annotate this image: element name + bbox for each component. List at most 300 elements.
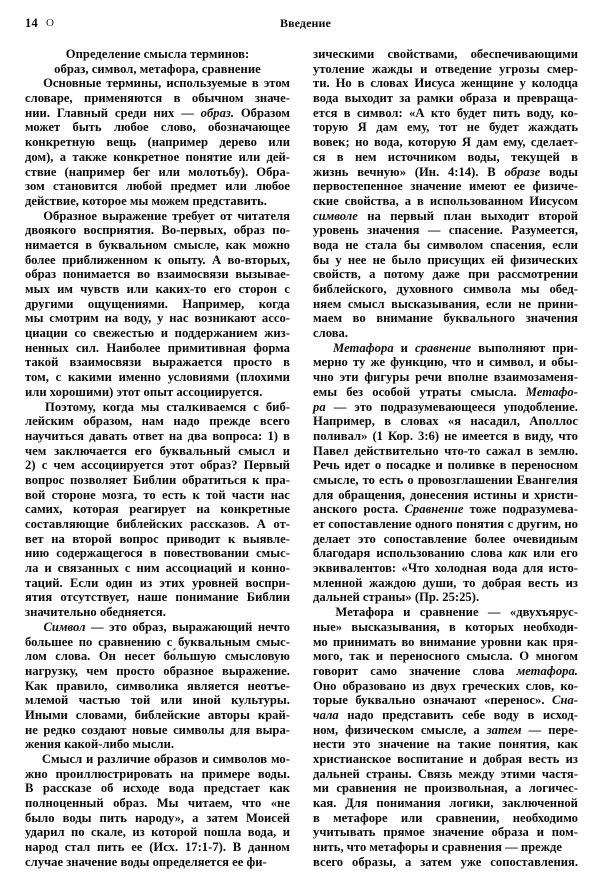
word: сталкиваемся xyxy=(166,399,247,414)
word: обед- xyxy=(549,282,578,296)
word: вполне xyxy=(447,370,488,385)
word: циации xyxy=(25,326,68,341)
word: буквальным xyxy=(178,634,251,649)
word: реагирует xyxy=(129,502,186,517)
word: два xyxy=(187,428,208,443)
text-line xyxy=(313,370,578,385)
word: кто xyxy=(430,105,451,120)
word: учитывать xyxy=(313,825,376,840)
text-line xyxy=(313,165,578,180)
word: ее xyxy=(131,840,143,855)
word: физическом xyxy=(345,722,414,737)
word: как xyxy=(269,781,290,796)
word: пить xyxy=(96,840,125,855)
text-line xyxy=(313,532,578,547)
word: емы xyxy=(313,384,338,399)
word: произвольная, xyxy=(424,781,508,796)
word: нести xyxy=(313,737,346,752)
word: это xyxy=(354,399,373,414)
word: пря- xyxy=(552,634,578,649)
word: Символ xyxy=(43,619,86,634)
word: образ. xyxy=(200,105,234,120)
text-line xyxy=(313,282,578,297)
word: идет xyxy=(344,458,370,473)
word: воду, xyxy=(526,105,554,120)
word: таций. xyxy=(25,575,63,590)
word: Он xyxy=(98,649,116,664)
word: рассказе xyxy=(42,781,92,796)
text-line xyxy=(25,444,290,459)
text-line xyxy=(313,267,578,282)
word: и xyxy=(428,840,439,855)
word: и xyxy=(476,355,484,370)
word: можем xyxy=(148,193,190,208)
word: которую xyxy=(408,135,457,150)
word: пить xyxy=(99,810,127,825)
word: но xyxy=(355,135,369,150)
word: выполняют xyxy=(478,340,546,355)
word: надо xyxy=(347,707,374,722)
word: в xyxy=(571,149,578,164)
word: действие, xyxy=(25,193,79,208)
word: значение xyxy=(410,179,462,194)
word: молотьбу). xyxy=(188,164,249,179)
word: в xyxy=(173,91,181,106)
word: Образное xyxy=(43,208,97,223)
word: такие xyxy=(458,737,491,752)
word: было xyxy=(25,810,55,825)
word: обычном xyxy=(191,91,244,106)
word: уподобление. xyxy=(503,399,578,414)
word: действительно xyxy=(354,443,439,458)
word: понятия, xyxy=(498,737,550,752)
word: случае xyxy=(25,854,64,869)
text-line xyxy=(25,473,290,488)
text-line xyxy=(25,209,290,224)
word: можно xyxy=(252,237,290,252)
word: с xyxy=(124,561,131,576)
word: первый xyxy=(390,208,435,223)
word: буквального xyxy=(443,311,516,326)
text-line xyxy=(313,91,578,106)
word: на xyxy=(196,502,210,517)
word: греческих xyxy=(462,678,520,693)
word: ла xyxy=(25,561,39,576)
text-line xyxy=(25,223,290,238)
word: Сна- xyxy=(552,693,578,708)
word: присущих xyxy=(427,252,485,267)
word: ко- xyxy=(560,105,578,120)
text-line xyxy=(313,811,578,826)
word: ассоциируется xyxy=(80,458,164,473)
word: вода xyxy=(313,237,339,252)
text-line xyxy=(313,546,578,561)
word: пере- xyxy=(548,722,578,737)
text-line xyxy=(313,693,578,708)
word: 1) xyxy=(267,428,278,443)
word: бы xyxy=(403,237,421,252)
word: его xyxy=(134,443,152,458)
word: или xyxy=(225,179,247,194)
text-line xyxy=(313,223,578,238)
word: Разумеется, xyxy=(511,223,578,238)
word: в xyxy=(85,237,93,252)
word: библейские xyxy=(134,707,200,722)
word: мо xyxy=(313,634,328,649)
text-line xyxy=(25,502,290,517)
word: со xyxy=(74,326,87,341)
word: символика xyxy=(116,678,179,693)
word: слова xyxy=(470,546,503,561)
text-line xyxy=(313,76,578,91)
word: метафора. xyxy=(516,663,578,678)
word: духовного xyxy=(396,282,454,296)
text-line xyxy=(25,546,290,561)
word: источником xyxy=(387,149,457,164)
word: к xyxy=(228,531,236,546)
word: спасение. xyxy=(448,223,503,238)
word: жаждою xyxy=(369,575,417,590)
word: и xyxy=(503,91,511,106)
word: приводит xyxy=(166,531,221,546)
word: (плохими xyxy=(235,370,290,385)
word: Я xyxy=(357,120,367,135)
word: необходимо xyxy=(512,810,578,825)
paragraph-indent xyxy=(313,605,326,620)
text-line xyxy=(313,517,578,532)
word: имеется xyxy=(461,428,508,443)
word: уровней xyxy=(191,575,239,590)
word: обратиться xyxy=(181,472,247,487)
word: повествовании xyxy=(163,546,250,561)
word: мерно xyxy=(313,355,348,370)
word: исходе xyxy=(122,781,160,796)
word: и xyxy=(400,340,408,355)
word: заключается xyxy=(54,443,127,458)
word: или xyxy=(533,546,555,561)
text-line xyxy=(313,341,578,356)
word: или xyxy=(25,384,47,399)
word: воспри- xyxy=(245,575,290,590)
paragraph-indent xyxy=(25,620,38,635)
word: А xyxy=(256,517,266,532)
word: наше xyxy=(137,590,168,605)
word: давать xyxy=(89,428,128,443)
word: дей- xyxy=(266,149,290,164)
text-line xyxy=(313,297,578,312)
word: неотъе- xyxy=(247,678,290,693)
word: угрозы xyxy=(499,61,540,76)
word: ему, xyxy=(406,120,430,135)
word: двух xyxy=(430,678,457,693)
text-line xyxy=(313,106,578,121)
word: христи- xyxy=(534,487,578,502)
word: чала xyxy=(313,707,339,722)
word: биб- xyxy=(265,399,290,414)
word: словах xyxy=(370,76,409,91)
section-title-line-1: Определение смысла терминов: xyxy=(65,47,250,61)
text-line xyxy=(25,811,290,826)
word: выражающий xyxy=(172,619,253,634)
word: опыту. xyxy=(167,252,206,267)
word: любой xyxy=(125,179,163,194)
word: имеют xyxy=(469,179,507,194)
word: нить, xyxy=(313,840,344,855)
word: образа xyxy=(459,91,497,106)
word: текущей xyxy=(510,149,560,164)
word: а xyxy=(59,149,67,164)
word: об xyxy=(100,781,114,796)
word: и xyxy=(44,561,52,576)
word: 17:1-7). xyxy=(184,840,227,855)
text-line xyxy=(313,605,578,620)
text-line xyxy=(25,341,290,356)
word: страны. xyxy=(365,766,412,781)
word: слова. xyxy=(313,326,349,341)
word: за xyxy=(399,91,411,106)
word: 4:14). xyxy=(448,164,479,179)
word: сопоставление xyxy=(328,517,412,531)
word: Поэтому, xyxy=(45,399,96,414)
word: отсутствует, xyxy=(60,590,130,605)
word: не xyxy=(403,781,417,796)
word: анского xyxy=(313,502,358,517)
word: Иисуса xyxy=(414,76,455,91)
word: Во-первых, xyxy=(161,223,227,238)
word: символ: xyxy=(357,105,403,120)
word: Основные xyxy=(43,76,102,91)
word: а xyxy=(192,810,199,825)
word: значение xyxy=(432,825,484,840)
word: символов xyxy=(212,752,268,767)
word: поддержанием xyxy=(174,326,258,341)
word: что-то xyxy=(444,443,481,458)
text-line xyxy=(25,179,290,194)
text-line xyxy=(313,825,578,840)
word: «двухъярус- xyxy=(509,605,578,620)
word: В xyxy=(232,840,242,855)
word: форма xyxy=(253,340,290,355)
word: мого, xyxy=(313,649,343,664)
word: нас xyxy=(270,487,290,502)
word: свойствами, xyxy=(387,47,458,61)
word: той xyxy=(130,693,151,708)
word: по xyxy=(71,825,85,840)
word: вода, xyxy=(374,135,403,150)
word: понимание xyxy=(175,590,239,605)
word: обы- xyxy=(551,355,578,370)
text-line xyxy=(313,723,578,738)
word: смысла. xyxy=(466,649,513,664)
word: применяются xyxy=(84,91,163,106)
word: высказывания, xyxy=(351,619,440,634)
word: Но xyxy=(335,76,352,91)
word: библейских xyxy=(116,517,183,532)
text-line xyxy=(25,620,290,635)
word: Библии xyxy=(246,590,290,605)
word: пра- xyxy=(265,472,290,487)
text-line xyxy=(25,76,290,91)
word: вода xyxy=(168,781,195,796)
word: спасения, xyxy=(490,237,546,252)
word: предстает xyxy=(203,781,260,796)
word: словах xyxy=(400,414,439,429)
word: потому xyxy=(383,267,425,282)
text-line xyxy=(25,400,290,415)
word: жаждать xyxy=(528,120,578,135)
word: смотрим xyxy=(49,311,99,326)
word: образ xyxy=(25,267,57,282)
word: во xyxy=(401,634,415,649)
word: и xyxy=(435,458,443,473)
word: означают xyxy=(422,693,477,708)
word: ствие xyxy=(25,164,57,179)
word: мысли. xyxy=(129,737,175,752)
word: о xyxy=(374,458,382,473)
word: О xyxy=(519,649,530,664)
word: поливал» xyxy=(313,428,368,443)
word: каких-то xyxy=(155,282,207,297)
word: просто xyxy=(116,663,155,678)
word: значение xyxy=(63,854,118,869)
paragraph-indent xyxy=(25,400,38,415)
word: тоже xyxy=(469,502,497,517)
word: мы xyxy=(521,282,540,296)
word: нию xyxy=(25,546,50,561)
text-line xyxy=(25,561,290,576)
word: а xyxy=(404,193,412,208)
word: из xyxy=(139,575,153,590)
word: ра xyxy=(313,399,326,414)
word: ему, xyxy=(503,135,526,150)
word: значительно xyxy=(25,605,97,620)
word: быть xyxy=(72,120,102,135)
word: обозначающее xyxy=(208,120,290,135)
word: прямое xyxy=(383,825,425,840)
word: мы xyxy=(140,399,160,414)
word: другим, xyxy=(516,517,561,531)
word: Например, xyxy=(182,296,245,311)
word: и xyxy=(403,605,411,620)
text-line xyxy=(313,444,578,459)
word: всего xyxy=(259,414,290,429)
word: функцию, xyxy=(390,355,447,370)
word: читателя xyxy=(237,208,290,223)
word: от- xyxy=(273,517,290,532)
text-line xyxy=(25,135,290,150)
word: Мы xyxy=(156,796,179,811)
word: нам xyxy=(141,414,164,429)
word: образное xyxy=(163,663,214,678)
word: частя- xyxy=(541,766,578,781)
word: конкретное xyxy=(113,149,180,164)
word: исто- xyxy=(548,561,578,576)
text-line xyxy=(25,414,290,429)
word: для xyxy=(313,487,334,502)
word: обеспечивающими xyxy=(470,47,578,61)
word: пошла xyxy=(203,825,242,840)
word: Иисусом xyxy=(529,193,578,208)
word: них xyxy=(153,105,175,120)
word: посадке xyxy=(386,458,431,473)
word: в xyxy=(417,193,424,208)
word: именно xyxy=(118,370,161,385)
word: зом xyxy=(25,179,45,194)
word: метафоры xyxy=(366,840,429,855)
word: и xyxy=(238,561,246,576)
word: весть xyxy=(527,575,559,590)
word: прежде xyxy=(209,414,251,429)
word: для xyxy=(522,561,544,576)
word: ассоциируется. xyxy=(173,384,263,399)
word: подразумевающееся xyxy=(380,399,496,414)
word: словаре, xyxy=(25,91,73,106)
word: на xyxy=(168,428,183,443)
word: есть xyxy=(161,487,187,502)
text-line xyxy=(313,194,578,209)
word: слова. xyxy=(55,649,91,664)
word: метафоре xyxy=(333,810,388,825)
word: что xyxy=(241,796,262,811)
word: затем xyxy=(420,854,452,869)
word: и xyxy=(469,752,477,766)
word: этот xyxy=(170,458,194,473)
word: такой xyxy=(25,355,59,370)
word: один xyxy=(105,575,133,590)
word: 3:6) xyxy=(418,428,440,443)
word: внимание xyxy=(376,311,433,326)
paragraph-indent xyxy=(313,341,326,356)
word: Наиболее xyxy=(106,340,161,355)
word: на xyxy=(104,311,119,326)
word: мы xyxy=(25,311,44,326)
word: уровни xyxy=(481,634,522,649)
text-line xyxy=(25,855,290,870)
text-line xyxy=(313,561,578,576)
word: на xyxy=(51,531,65,546)
text-line xyxy=(313,752,578,767)
word: рамки xyxy=(416,91,454,106)
text-line xyxy=(313,840,578,855)
word: кая. xyxy=(313,796,337,811)
word: с xyxy=(507,517,514,531)
word: буквально xyxy=(355,693,416,708)
word: или xyxy=(160,693,183,708)
word: дальней xyxy=(313,766,360,781)
word: иной xyxy=(192,693,221,708)
word: (например xyxy=(147,135,208,150)
word: и xyxy=(282,825,290,840)
word: позволяет xyxy=(69,472,128,487)
word: чувств xyxy=(80,282,120,297)
word: этот xyxy=(113,384,141,399)
word: как xyxy=(526,634,548,649)
word: уровень xyxy=(313,223,359,238)
word: мых xyxy=(25,282,50,297)
text-line xyxy=(313,135,578,150)
paragraph-indent xyxy=(25,752,38,767)
right-column-text xyxy=(313,47,578,870)
word: символом xyxy=(427,237,484,252)
word: термины, xyxy=(106,76,162,91)
word: во xyxy=(352,311,366,326)
text-line xyxy=(25,532,290,547)
word: воды xyxy=(117,854,150,869)
word: стал xyxy=(64,840,91,855)
word: смысле, xyxy=(173,237,220,252)
word: частью xyxy=(78,693,121,708)
word: значения xyxy=(367,223,420,238)
